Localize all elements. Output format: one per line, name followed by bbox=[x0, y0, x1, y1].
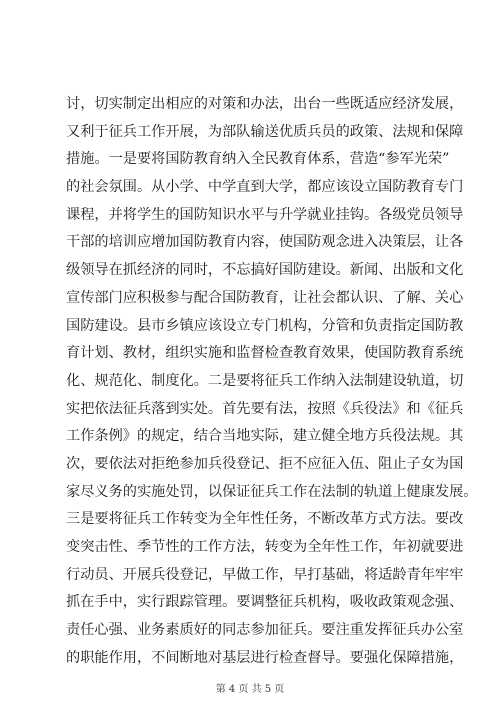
text-line: 次，要依法对拒绝参加兵役登记、拒不应征入伍、阻止子女为国 bbox=[66, 455, 464, 472]
text-line: 课程，并将学生的国防知识水平与升学就业挂钩。各级党员领导 bbox=[66, 206, 464, 223]
text-line: 级领导在抓经济的同时，不忘搞好国防建设。新闻、出版和文化 bbox=[66, 262, 464, 279]
text-line: 的职能作用，不间断地对基层进行检查督导。要强化保障措施， bbox=[66, 649, 464, 666]
text-line: 的社会氛围。从小学、中学直到大学，都应该设立国防教育专门 bbox=[66, 179, 464, 196]
text-line: 国防建设。县市乡镇应该设立专门机构，分管和负责指定国防教 bbox=[66, 317, 464, 334]
text-line: 育计划、教材，组织实施和监督检查教育效果，使国防教育系统 bbox=[66, 345, 464, 362]
body-text bbox=[66, 91, 478, 672]
text-line: 实把依法征兵落到实处。首先要有法，按照《兵役法》和《征兵 bbox=[66, 400, 464, 417]
text-line: 变突击性、季节性的工作方法，转变为全年性工作，年初就要进 bbox=[66, 539, 464, 555]
text-line: 责任心强、业务素质好的同志参加征兵。要注重发挥征兵办公室 bbox=[66, 622, 464, 639]
text-line: 宣传部门应积极参与配合国防教育，让社会都认识、了解、关心 bbox=[66, 289, 464, 306]
text-line: 行动员、开展兵役登记，早做工作，早打基础，将适龄青年牢牢 bbox=[66, 566, 464, 583]
text-line: 措施。一是要将国防教育纳入全民教育体系，营造“参军光荣” bbox=[66, 151, 450, 168]
text-line: 抓在手中，实行跟踪管理。要调整征兵机构，吸收政策观念强、 bbox=[66, 594, 464, 611]
text-line: 干部的培训应增加国防教育内容，使国防观念进入决策层，让各 bbox=[66, 234, 464, 251]
text-line: 工作条例》的规定，结合当地实际，建立健全地方兵役法规。其 bbox=[66, 428, 464, 445]
text-line: 三是要将征兵工作转变为全年性任务，不断改革方式方法。要改 bbox=[66, 511, 464, 528]
text-line: 家尽义务的实施处罚，以保证征兵工作在法制的轨道上健康发展。 bbox=[66, 483, 478, 500]
text-line: 又利于征兵工作开展，为部队输送优质兵员的政策、法规和保障 bbox=[66, 123, 464, 140]
page-number-footer: 第 4 页 共 5 页 bbox=[215, 684, 285, 695]
text-line: 讨，切实制定出相应的对策和办法，出台一些既适应经济发展， bbox=[66, 96, 464, 112]
text-line: 化、规范化、制度化。二是要将征兵工作纳入法制建设轨道，切 bbox=[66, 372, 464, 389]
